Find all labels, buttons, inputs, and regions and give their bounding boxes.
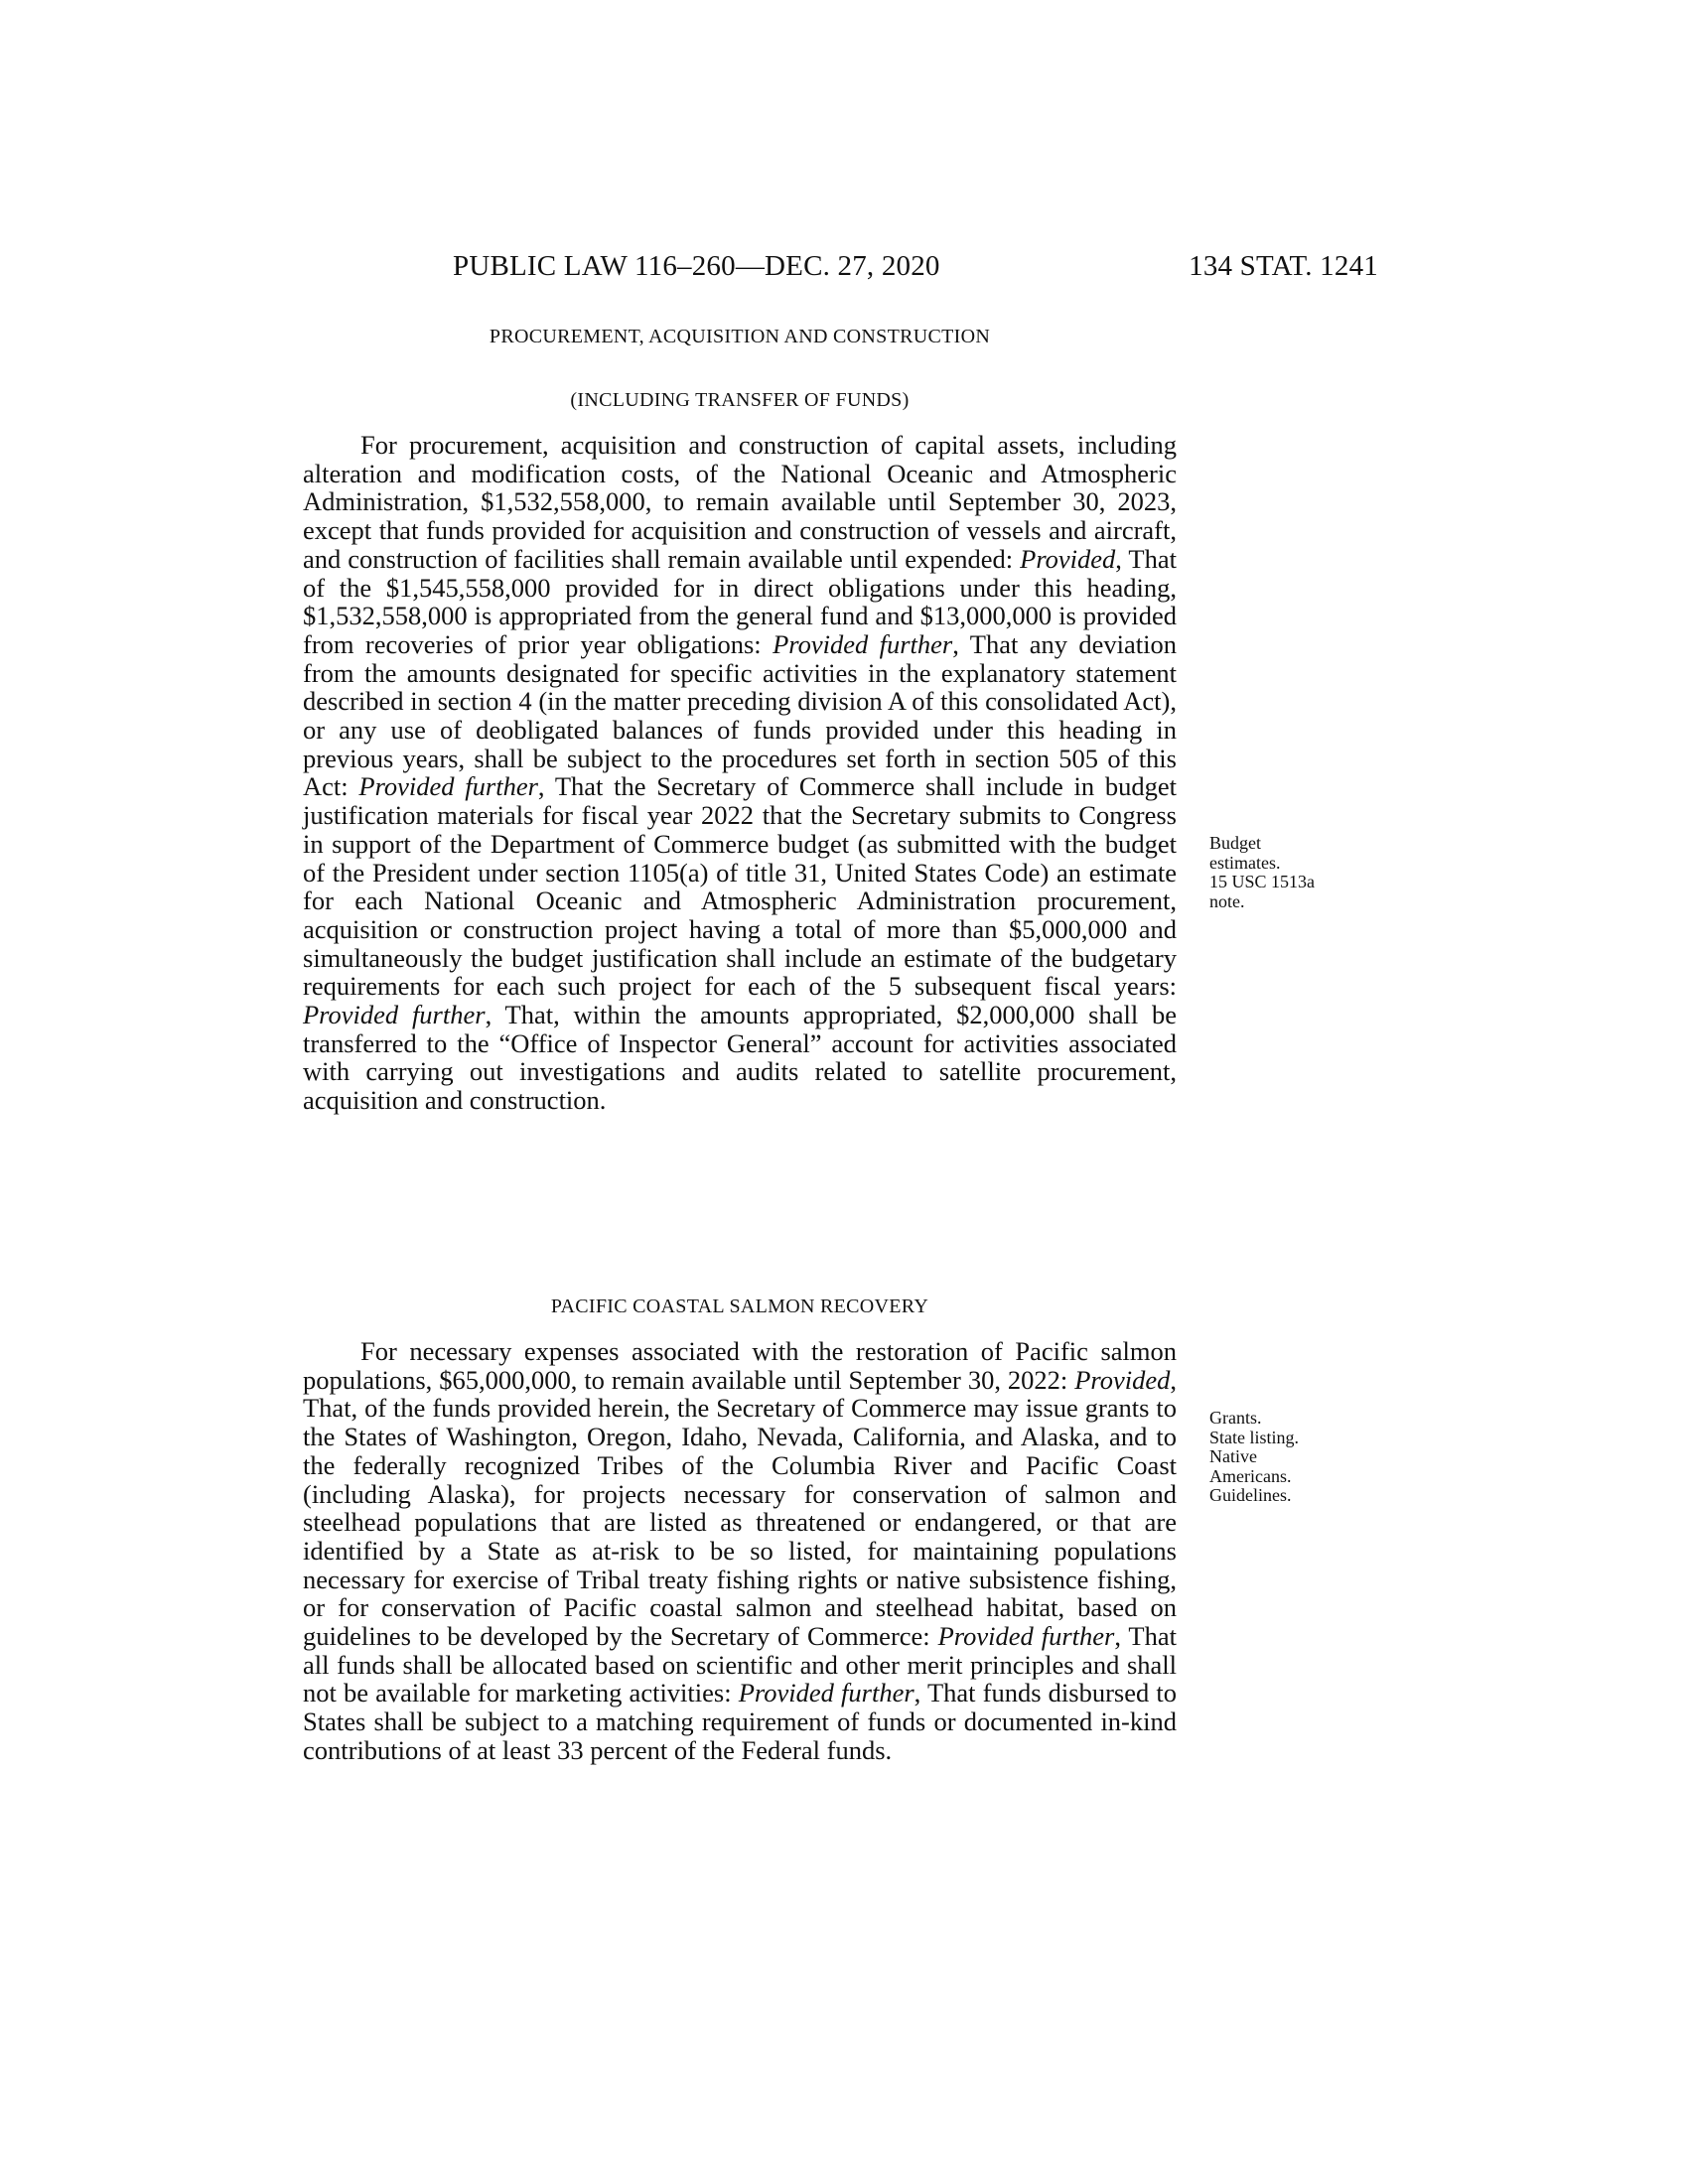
- margin-note-line: State listing.: [1209, 1427, 1299, 1447]
- proviso-phrase: Provided further: [358, 771, 538, 802]
- proviso-phrase: Provided: [1074, 1364, 1171, 1395]
- paragraph-text: , That the Secretary of Commerce shall include in budget justification materials for fiscal year 2022 that the Secretary submits to Congress in support of the Department of Commerce budget (as submitted with the budget of the President under section 1105(a) of title 31, United States Code) an estimate for each National Oceanic and Atmospheric Administration procurement, acquisition or construction project having a total of more than $5,000,000 and simultaneously the budget justification shall include an estimate of the budgetary requirements for each such project for each of the 5 subsequent fiscal years:: [303, 771, 1178, 1002]
- proviso-phrase: Provided further: [738, 1678, 914, 1708]
- section-subheading-transfer: (INCLUDING TRANSFER OF FUNDS): [570, 389, 910, 411]
- proviso-phrase: Provided: [1020, 543, 1116, 574]
- page-header: [453, 250, 1378, 290]
- proviso-phrase: Provided further: [937, 1621, 1115, 1652]
- section-heading-procurement: PROCUREMENT, ACQUISITION AND CONSTRUCTION: [489, 326, 991, 347]
- paragraph-text: , That, of the funds provided herein, the Secretary of Commerce may issue grants to the States of Washington, Oregon, Idaho, Nevada, California, and Alaska, and to the federally recognized Tribes of the Columbia River and Pacific Coast (including Alaska), for projects necessary for conservation of salmon and steelhead populations that are listed as threatened or endangered, or that are identified by a State as at-risk to be so listed, for maintaining populations necessary for exercise of Tribal treaty fishing rights or native subsistence fishing, or for conservation of Pacific coastal salmon and steelhead habitat, based on guidelines to be developed by the Secretary of Commerce:: [303, 1364, 1177, 1652]
- margin-note-line: Grants.: [1209, 1408, 1262, 1428]
- paragraph-procurement: [303, 431, 1177, 1115]
- paragraph-text: , That of the $1,545,558,000 provided for in direct obligations under this heading, $1,532,558,000 is appropriated from the general fund and $13,000,000 is provided from recoveries of prior year obligations:: [303, 543, 1177, 659]
- margin-note-line: Native: [1209, 1446, 1257, 1466]
- margin-note-line: estimates.: [1209, 852, 1281, 873]
- paragraph-text: , That all funds shall be allocated based on scientific and other merit principles and shall not be available for marketing activities:: [303, 1621, 1177, 1708]
- margin-note-grants: [1209, 1409, 1388, 1506]
- paragraph-text: , That, within the amounts appropriated, $2,000,000 shall be transferred to the “Office of Inspector General” account for activities associated with carrying out investigations and audits related to satellite procurement, acquisition and construction.: [303, 1000, 1177, 1116]
- margin-note-line: Americans.: [1209, 1465, 1292, 1486]
- paragraph-text: , That any deviation from the amounts designated for specific activities in the explanatory statement described in section 4 (in the matter preceding division A of this consolidated Act), or any use of deobligated balances of funds provided under this heading in previous years, shall be subject to the procedures set forth in section 505 of this Act:: [303, 628, 1177, 802]
- margin-note-line: Budget: [1209, 833, 1261, 853]
- paragraph-text: For necessary expenses associated with the restoration of Pacific salmon populations, $65,000,000, to remain available until September 30, 2022:: [303, 1336, 1177, 1395]
- paragraph-text: For procurement, acquisition and construction of capital assets, including alteration and modification costs, of the National Oceanic and Atmospheric Administration, $1,532,558,000, to remain available until September 30, 2023, except that funds provided for acquisition and construction of vessels and aircraft, and construction of facilities shall remain available until expended:: [303, 430, 1177, 574]
- margin-note-line: 15 USC 1513a: [1209, 872, 1316, 891]
- margin-note-line: Guidelines.: [1209, 1485, 1292, 1505]
- section-heading-salmon-recovery: PACIFIC COASTAL SALMON RECOVERY: [550, 1296, 929, 1317]
- margin-note-line: note.: [1209, 890, 1245, 911]
- statute-page-number: 134 STAT. 1241: [1189, 250, 1378, 282]
- paragraph-text: , That funds disbursed to States shall be subject to a matching requirement of funds or documented in-kind contributions of at least 33 percent of the Federal funds.: [303, 1678, 1178, 1765]
- proviso-phrase: Provided further: [303, 1000, 486, 1030]
- margin-note-budget-estimates: [1209, 834, 1388, 911]
- public-law-citation: PUBLIC LAW 116–260—DEC. 27, 2020: [453, 250, 940, 282]
- paragraph-salmon-recovery: [303, 1337, 1177, 1765]
- proviso-phrase: Provided further: [773, 628, 953, 659]
